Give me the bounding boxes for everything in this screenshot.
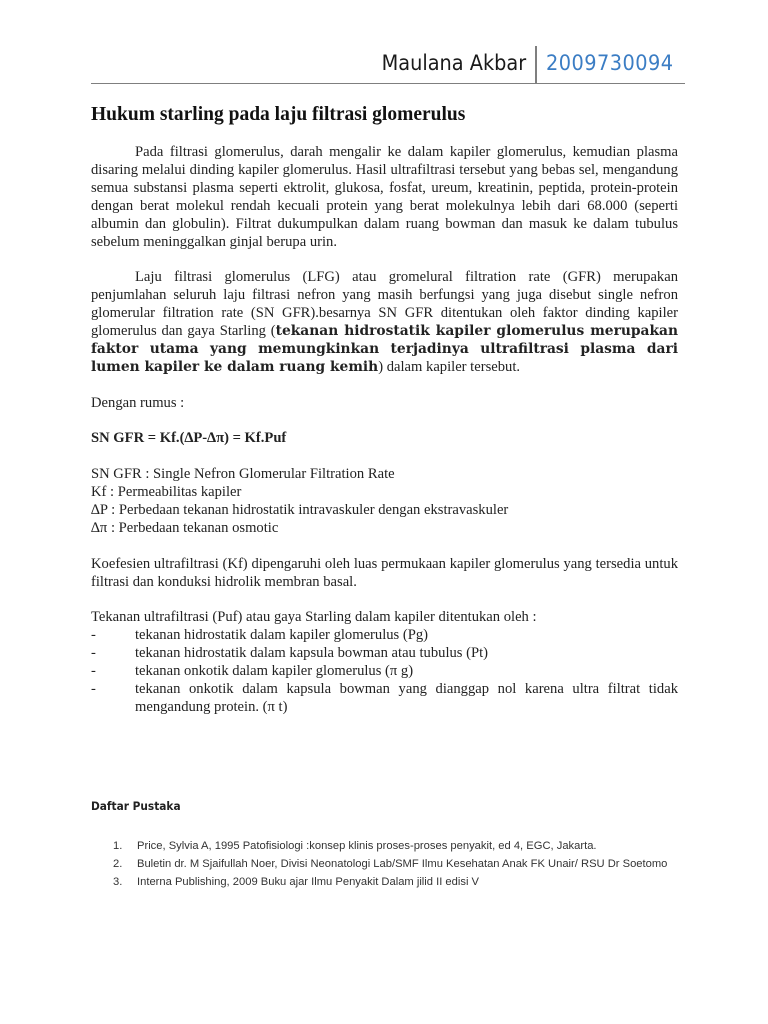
reference-item: [91, 837, 691, 855]
formula-label: Dengan rumus :: [91, 394, 185, 411]
list-item: - tekanan hidrostatik dalam kapiler glomerulus (Pg): [91, 627, 678, 645]
reference-text: Price, Sylvia A, 1995 Patofisiologi :konsep klinis proses-proses penyakit, ed 4, EGC, Jakarta.: [137, 840, 597, 852]
student-id: 2009730094: [546, 51, 674, 75]
author-name: Maulana Akbar: [381, 51, 526, 75]
paragraph-gfr-emphasis: tekanan hidrostatik kapiler glomerulus merupakan faktor utama yang memungkinkan terjadinya ultrafiltrasi plasma dari lumen kapiler ke dalam ruang kemih: [91, 323, 678, 375]
header-rule: [91, 83, 685, 84]
paragraph-gfr-text: Laju filtrasi glomerulus (LFG) atau gromelural filtration rate (GFR) merupakan penjumlahan seluruh laju filtrasi nefron yang masih berfungsi yang juga disebut single nefron glomerular filtration rate (SN GFR).besarnya SN GFR ditentukan oleh faktor dinding kapiler glomerulus dan gaya Starling (: [91, 269, 678, 340]
paragraph-gfr-end: ) dalam kapiler tersebut.: [378, 358, 521, 375]
paragraph-filtration: Pada filtrasi glomerulus, darah mengalir ke dalam kapiler glomerulus, kemudian plasma disaring melalui dinding kapiler glomerulus. Hasil ultrafiltrasi tersebut yang bebas sel, mengandung semua substansi plasma seperti ektrolit, glukosa, fosfat, ureum, kreatinin, peptida, protein-protein dengan berat molekul rendah kecuali protein yang berat molekulnya lebih dari 68.000 (seperti albumin dan globulin). Filtrat dukumpulkan dalam ruang bowman dan masuk ke dalam tubulus sebelum meninggalkan ginjal berupa urin.: [91, 144, 678, 250]
paragraph-gfr: [91, 269, 678, 376]
definition-item: SN GFR : Single Nefron Glomerular Filtration Rate: [91, 466, 395, 483]
paragraph-puf: Tekanan ultrafiltrasi (Puf) atau gaya Starling dalam kapiler ditentukan oleh :: [91, 609, 537, 626]
document-body: [91, 144, 678, 717]
list-item: - tekanan hidrostatik dalam kapsula bowman atau tubulus (Pt): [91, 645, 678, 663]
definition-item: Kf : Permeabilitas kapiler: [91, 484, 242, 501]
reference-item: [91, 855, 691, 873]
reference-number: 2.: [113, 858, 123, 870]
reference-item: [91, 873, 691, 891]
references-heading: Daftar Pustaka: [91, 799, 181, 813]
references-list: [91, 837, 691, 891]
header-divider: [535, 46, 537, 84]
definition-list: [91, 466, 678, 538]
reference-text: Buletin dr. M Sjaifullah Noer, Divisi Neonatologi Lab/SMF Ilmu Kesehatan Anak FK Unair/ RSU Dr Soetomo: [137, 858, 668, 870]
list-item: - tekanan onkotik dalam kapiler glomerulus (π g): [91, 663, 678, 681]
pressure-list: [91, 627, 678, 717]
paragraph-kf: Koefesien ultrafiltrasi (Kf) dipengaruhi oleh luas permukaan kapiler glomerulus yang tersedia untuk filtrasi dan konduksi hidrolik membran basal.: [91, 555, 678, 590]
definition-item: ∆π : Perbedaan tekanan osmotic: [91, 519, 279, 536]
reference-number: 1.: [113, 840, 123, 852]
reference-text: Interna Publishing, 2009 Buku ajar Ilmu Penyakit Dalam jilid II edisi V: [137, 876, 480, 888]
formula: SN GFR = Kf.(∆P-∆π) = Kf.Puf: [91, 430, 287, 447]
document-title: Hukum starling pada laju filtrasi glomerulus: [91, 104, 466, 125]
definition-item: ∆P : Perbedaan tekanan hidrostatik intravaskuler dengan ekstravaskuler: [91, 502, 509, 519]
reference-number: 3.: [113, 876, 123, 888]
list-item: - tekanan onkotik dalam kapsula bowman yang dianggap nol karena ultra filtrat tidak mengandung protein. (π t): [91, 681, 678, 717]
